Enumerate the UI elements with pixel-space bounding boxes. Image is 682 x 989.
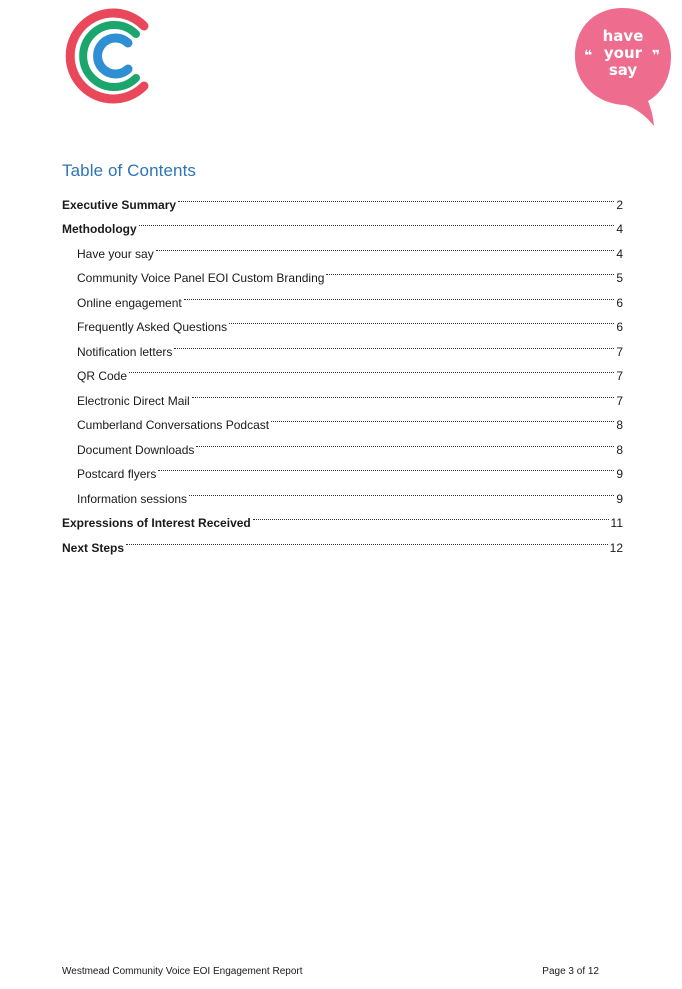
toc-entry-label: Electronic Direct Mail xyxy=(77,393,190,408)
toc-dot-leader xyxy=(229,307,614,332)
toc-list xyxy=(62,184,623,555)
toc-entry-label: Document Downloads xyxy=(77,442,195,457)
toc-title: Table of Contents xyxy=(62,161,197,180)
toc-entry-page-number: 5 xyxy=(616,271,623,285)
toc-entry-label: Online engagement xyxy=(77,295,182,310)
toc-entry-page-number: 11 xyxy=(610,516,623,530)
hys-line-your: your xyxy=(603,44,643,62)
toc-entry-label: Frequently Asked Questions xyxy=(77,320,228,334)
toc-entry-label: Cumberland Conversations Podcast xyxy=(77,418,270,432)
toc-entry-page-number: 2 xyxy=(616,197,623,212)
cumberland-c-logo-icon xyxy=(64,6,158,106)
toc-entry-page-number: 4 xyxy=(616,246,623,261)
toc-dot-leader xyxy=(184,282,615,307)
toc-dot-leader xyxy=(139,209,615,234)
toc-dot-leader xyxy=(156,233,615,258)
toc-entry[interactable] xyxy=(62,233,623,261)
toc-entry-page-number: 12 xyxy=(609,540,623,555)
footer-report-title: Westmead Community Voice EOI Engagement Report xyxy=(62,966,303,977)
have-your-say-speech-bubble-icon xyxy=(570,4,676,128)
toc-dot-leader xyxy=(196,429,614,454)
toc-entry-label: Executive Summary xyxy=(62,197,177,212)
toc-dot-leader xyxy=(174,331,614,356)
toc-entry-label: Have your say xyxy=(77,246,154,261)
toc-entry[interactable] xyxy=(62,527,623,555)
toc-entry-label: Notification letters xyxy=(77,344,173,359)
toc-entry[interactable] xyxy=(62,380,623,408)
toc-entry[interactable] xyxy=(62,209,623,234)
close-quote-icon: ❞ xyxy=(652,48,661,64)
toc-dot-leader xyxy=(158,454,614,479)
toc-dot-leader xyxy=(253,503,609,528)
toc-entry-page-number: 4 xyxy=(616,222,623,236)
toc-dot-leader xyxy=(189,478,614,503)
toc-entry-page-number: 7 xyxy=(616,344,623,359)
toc-entry-page-number: 8 xyxy=(616,442,623,457)
toc-entry-label: Next Steps xyxy=(62,540,125,555)
toc-entry-page-number: 7 xyxy=(616,369,623,383)
toc-entry[interactable] xyxy=(62,184,623,212)
toc-entry-label: Postcard flyers xyxy=(77,467,157,481)
toc-entry-page-number: 8 xyxy=(616,418,623,432)
toc-entry-label: Expressions of Interest Received xyxy=(62,516,251,530)
toc-dot-leader xyxy=(271,405,614,430)
open-quote-icon: ❝ xyxy=(584,48,593,64)
toc-entry-label: Information sessions xyxy=(77,491,188,506)
toc-dot-leader xyxy=(192,380,615,405)
toc-entry-page-number: 9 xyxy=(616,467,623,481)
footer-page-indicator: Page 3 of 12 xyxy=(542,966,599,977)
toc-entry-label: Community Voice Panel EOI Custom Branding xyxy=(77,271,325,285)
hys-line-have: have xyxy=(602,27,644,45)
toc-entry-label: Methodology xyxy=(62,222,137,236)
hys-line-say: say xyxy=(608,61,638,79)
toc-dot-leader xyxy=(126,527,608,552)
toc-entry-label: QR Code xyxy=(77,369,128,383)
toc-entry-page-number: 6 xyxy=(616,295,623,310)
toc-dot-leader xyxy=(178,184,614,209)
toc-entry-page-number: 6 xyxy=(616,320,623,334)
toc-entry-page-number: 9 xyxy=(616,491,623,506)
toc-dot-leader xyxy=(129,356,614,381)
toc-entry[interactable] xyxy=(62,356,623,381)
toc-dot-leader xyxy=(326,258,614,283)
toc-entry-page-number: 7 xyxy=(616,393,623,408)
